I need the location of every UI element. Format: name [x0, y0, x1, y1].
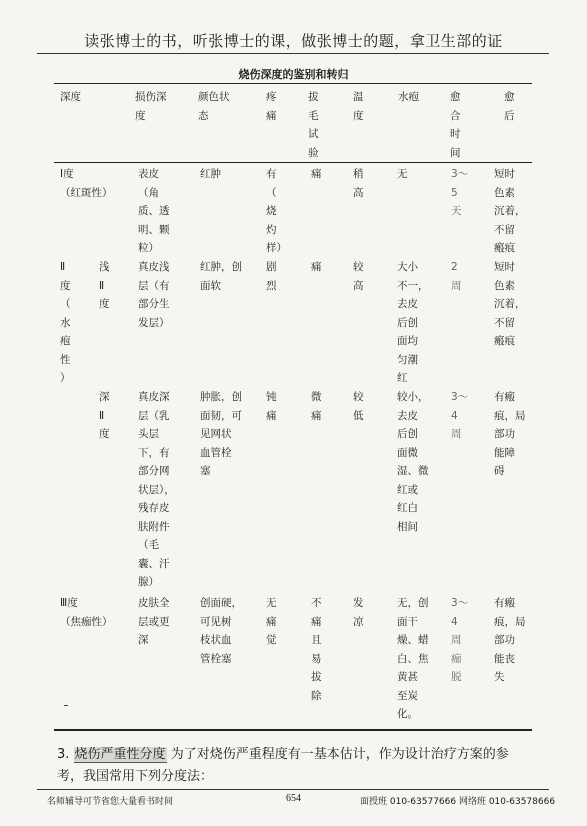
section-paragraph	[57, 744, 532, 788]
footer-left-text: 名师辅导可节省您大量看书时间	[47, 797, 174, 807]
row-3-prognosis: 有瘢 痕，局 部功 能障 碍	[494, 391, 526, 477]
row-2-hair-test: 痛	[311, 261, 322, 273]
column-header-hair-test: 拔 毛 试 验	[308, 91, 319, 159]
section-number: 3.	[57, 747, 70, 762]
row-2-damage: 真皮浅 层（有 部分生 发层）	[138, 261, 170, 329]
row-3-hair-test: 微 痛	[311, 391, 322, 422]
stray-mark	[64, 705, 68, 706]
row-4-prognosis: 有瘢 痕，局 部功 能丧 失	[494, 597, 526, 683]
row-3-damage: 真皮深 层（乳 头层 下，有 部分网 状层）， 残存皮 肤附件 （毛 囊、汗 腺）	[138, 391, 175, 588]
table-title: 烧伤深度的鉴别和转归	[238, 68, 349, 81]
row-2-pain: 剧 烈	[266, 261, 277, 292]
row-4-pain: 无 痛 觉	[266, 597, 277, 646]
page-number: 654	[286, 793, 301, 804]
row-2-depth: Ⅱ 度 （ 水 疱 性 ）	[60, 261, 71, 384]
row-1-temperature: 稍 高	[353, 168, 364, 199]
column-header-pain: 疼 痛	[266, 91, 277, 122]
row-1-hair-test: 痛	[311, 168, 322, 180]
row-3-healing-time: 3～ 4 周	[451, 391, 469, 440]
row-4-blister: 无，创 面干 燥、蜡 白、焦 黄甚 至炭 化。	[397, 597, 429, 720]
row-1-damage: 表皮 （角 质、透 明、颗 粒）	[138, 168, 170, 254]
column-header-temperature: 温 度	[353, 91, 364, 122]
row-3-color: 肿胀，创 面韧，可 见网状 血管栓 塞	[200, 391, 242, 477]
column-header-damage: 损伤深 度	[135, 91, 167, 122]
row-4-temperature: 发 凉	[353, 597, 364, 628]
row-4-depth: Ⅲ度 （焦痂性）	[60, 597, 113, 628]
row-3-subtype: 深 Ⅱ 度	[99, 391, 110, 440]
row-2-temperature: 较 高	[353, 261, 364, 292]
row-2-prognosis: 短时 色素 沉着， 不留 瘢痕	[494, 261, 526, 347]
column-header-prognosis: 愈 后	[504, 91, 515, 122]
footer-right-text: 面授班 010-63577666 网络班 010-63578666	[360, 797, 556, 807]
page-header: 读张博士的书，听张博士的课，做张博士的题，拿卫生部的证	[84, 32, 503, 50]
header-rule	[37, 53, 549, 54]
column-header-color: 颜色状 态	[198, 91, 230, 122]
row-4-hair-test: 不 痛 且 易 拔 除	[311, 597, 322, 702]
column-header-depth: 深度	[60, 91, 81, 103]
row-2-subtype: 浅 Ⅱ 度	[99, 261, 110, 310]
row-1-depth: Ⅰ度 （红斑性）	[60, 168, 113, 199]
row-1-blister: 无	[397, 168, 408, 180]
footer-rule	[37, 789, 549, 790]
row-1-prognosis: 短时 色素 沉着， 不留 瘢痕	[494, 168, 526, 254]
table-header-rule	[54, 162, 532, 163]
row-4-damage: 皮肤全 层或更 深	[138, 597, 170, 646]
row-3-blister: 较小， 去皮 后创 面微 湿、微 红或 红白 相间	[397, 391, 429, 533]
section-heading: 烧伤严重性分度	[74, 747, 166, 762]
row-3-temperature: 较 低	[353, 391, 364, 422]
column-header-healing-time: 愈 合 时 间	[450, 91, 461, 159]
row-1-pain: 有 （ 烧 灼 样）	[266, 168, 287, 254]
row-4-healing-time: 3～ 4 周 痂 脱	[451, 597, 469, 683]
table-top-rule	[54, 83, 532, 84]
column-header-blister: 水疱	[398, 91, 419, 103]
row-4-color: 创面硬， 可见树 枝状血 管栓塞	[200, 597, 242, 665]
row-2-color: 红肿，创 面软	[200, 261, 242, 292]
table-bottom-rule	[54, 729, 532, 731]
row-2-healing-time: 2 周	[451, 261, 462, 292]
row-1-color: 红肿	[200, 168, 221, 180]
row-1-healing-time: 3～ 5 天	[451, 168, 469, 217]
row-3-pain: 钝 痛	[266, 391, 277, 422]
section-text: 为了对烧伤严重程度有一基本估计，作为设计治疗方案的参考，我国常用下列分度法：	[57, 747, 509, 784]
row-2-blister: 大小 不一， 去皮 后创 面均 匀潮 红	[397, 261, 429, 384]
